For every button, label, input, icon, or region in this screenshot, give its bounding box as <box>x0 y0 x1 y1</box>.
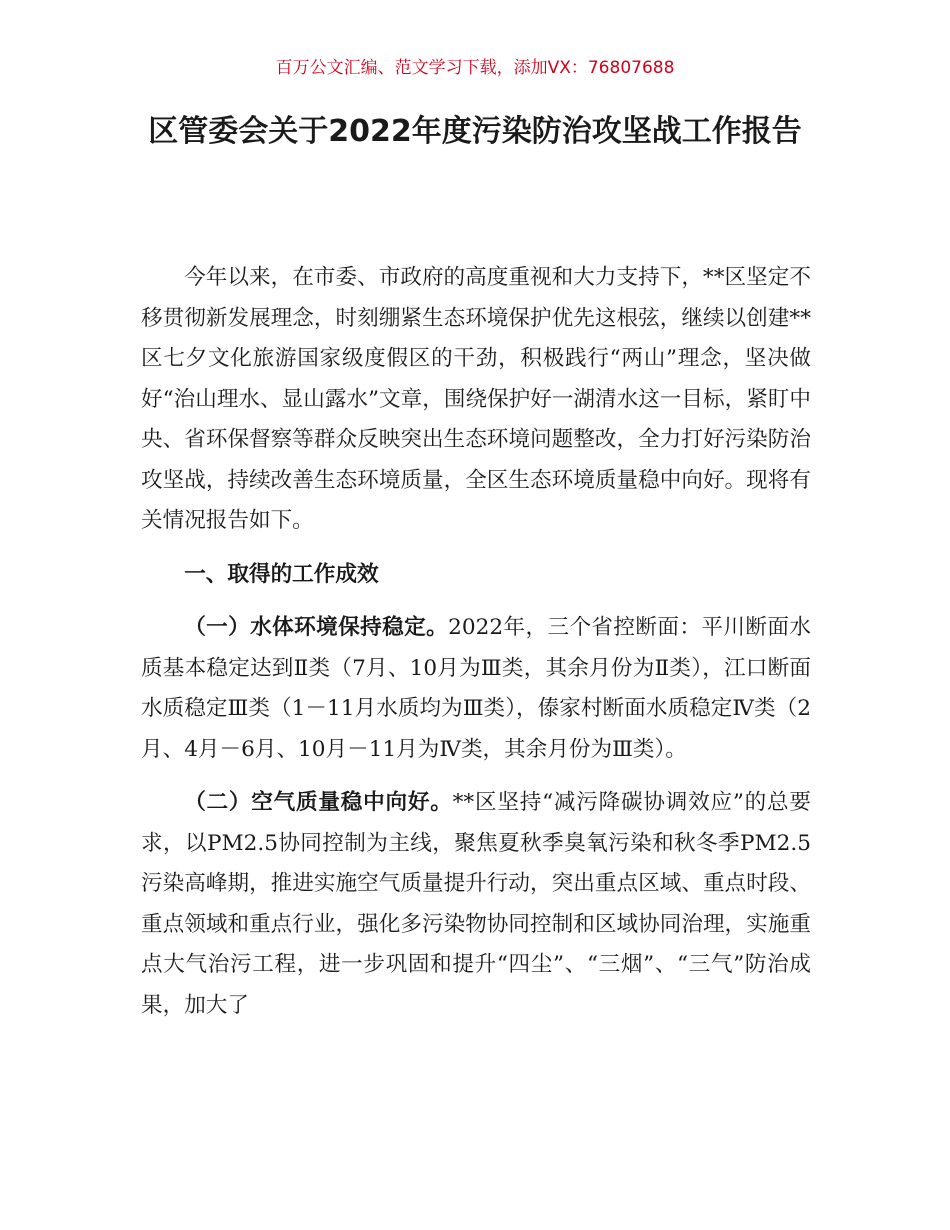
section-heading: 一、取得的工作成效 <box>184 561 379 587</box>
header-note: 百万公文汇编、范文学习下载，添加VX：76807688 <box>275 58 675 78</box>
document-body <box>141 258 811 1039</box>
item-text-water: 2022年，三个省控断面：平川断面水质基本稳定达到Ⅱ类（7月、10月为Ⅲ类，其余月份为Ⅱ类），江口断面水质稳定Ⅲ类（1－11月水质均为Ⅲ类），傣家村断面水质稳定Ⅳ类（2月、4月－6月、10月－11月为Ⅳ类，其余月份为Ⅲ类）。 <box>141 615 811 762</box>
item-paragraph-water <box>141 608 811 770</box>
item-text-air: **区坚持“减污降碳协调效应”的总要求，以PM2.5协同控制为主线，聚焦夏秋季臭氧污染和秋冬季PM2.5污染高峰期，推进实施空气质量提升行动，突出重点区域、重点时段、重点领域和重点行业，强化多污染物协同控制和区域协同治理，实施重点大气治污工程，进一步巩固和提升“四尘”、“三烟”、“三气”防治成果，加大了 <box>141 790 811 1018</box>
item-lead-water: （一）水体环境保持稳定。 <box>184 615 449 640</box>
item-paragraph-air <box>141 783 811 1026</box>
item-lead-air: （二）空气质量稳中向好。 <box>184 790 453 815</box>
intro-paragraph: 今年以来，在市委、市政府的高度重视和大力支持下，**区坚定不移贯彻新发展理念，时刻绷紧生态环境保护优先这根弦，继续以创建**区七夕文化旅游国家级度假区的干劲，积极践行“两山”理念，坚决做好“治山理水、显山露水”文章，围绕保护好一湖清水这一目标，紧盯中央、省环保督察等群众反映突出生态环境问题整改，全力打好污染防治攻坚战，持续改善生态环境质量，全区生态环境质量稳中向好。现将有关情况报告如下。 <box>141 265 811 533</box>
page-title: 区管委会关于2022年度污染防治攻坚战工作报告 <box>148 114 802 149</box>
